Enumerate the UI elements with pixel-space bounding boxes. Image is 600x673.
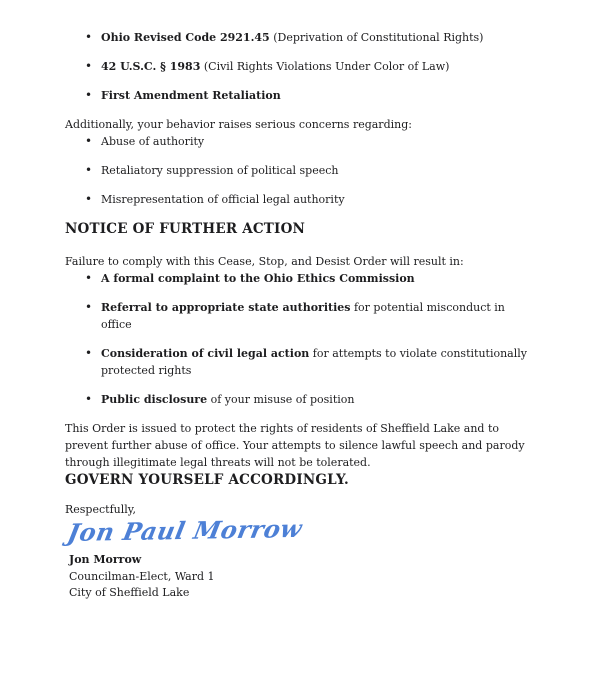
citation-rest: (Civil Rights Violations Under Color of Law) <box>200 60 450 73</box>
consequence-bold: Referral to appropriate state authorities <box>101 301 351 314</box>
concern-item: • Misrepresentation of official legal authority <box>101 191 536 208</box>
signatory-title: Councilman-Elect, Ward 1 <box>69 569 215 583</box>
legal-citation-item <box>101 58 536 75</box>
consequence-bold: Public disclosure <box>101 393 208 406</box>
signatory-organization: City of Sheffield Lake <box>69 586 190 599</box>
legal-citations-list <box>65 29 536 104</box>
consequence-bold: Consideration of civil legal action <box>101 347 310 360</box>
concerns-intro: Additionally, your behavior raises serious concerns regarding: <box>65 118 412 131</box>
concern-item: • Abuse of authority <box>101 133 536 150</box>
notice-intro: Failure to comply with this Cease, Stop, and Desist Order will result in: <box>65 255 464 268</box>
consequence-item <box>101 270 536 287</box>
consequence-bold: A formal complaint to the Ohio Ethics Commission <box>101 272 415 285</box>
consequence-item <box>101 299 536 333</box>
consequence-rest: for potential misconduct in office <box>101 301 505 331</box>
consequence-rest: of your misuse of position <box>207 393 355 406</box>
notice-heading: NOTICE OF FURTHER ACTION <box>65 221 306 237</box>
consequences-list <box>65 270 536 408</box>
signature-script: Jon Paul Morrow <box>65 513 305 548</box>
admonition-heading: GOVERN YOURSELF ACCORDINGLY. <box>65 472 349 488</box>
valediction: Respectfully, <box>65 503 137 516</box>
consequence-item <box>101 391 536 408</box>
concern-item: • Retaliatory suppression of political speech <box>101 162 536 179</box>
signatory-name: Jon Morrow <box>69 553 142 566</box>
legal-citation-item <box>101 87 536 104</box>
signature-block <box>65 513 536 602</box>
citation-rest: (Deprivation of Constitutional Rights) <box>269 31 484 44</box>
consequence-rest: for attempts to violate constitutionally protected rights <box>101 347 527 377</box>
citation-bold: 42 U.S.C. § 1983 <box>101 60 201 73</box>
legal-citation-item <box>101 29 536 46</box>
closing-paragraph: This Order is issued to protect the rights of residents of Sheffield Lake and to prevent further abuse of office. Your attempts to silence lawful speech and parody through illegitimate legal threats will not be tolerated. <box>65 422 525 469</box>
signatory-details <box>65 552 536 602</box>
concerns-list <box>65 133 536 208</box>
citation-bold: Ohio Revised Code 2921.45 <box>101 31 270 44</box>
consequence-item <box>101 345 536 379</box>
citation-bold: First Amendment Retaliation <box>101 89 281 102</box>
